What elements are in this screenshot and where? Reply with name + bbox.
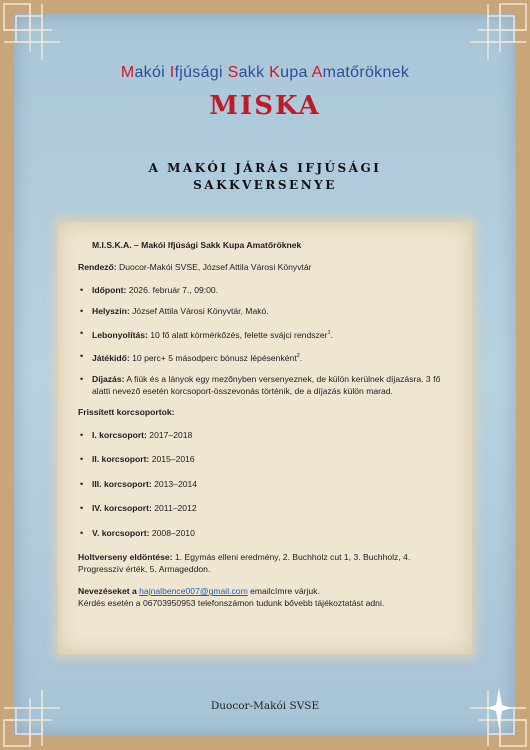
title-part-1: Makói [120,64,170,81]
contact-line: Kérdés esetén a 06703950953 telefonszámon tudunk bővebb tájékoztatást adni. [78,597,385,608]
list-item-time-control: • Játékidő: 10 perc+ 5 másodperc bónusz lépésenként$^2$. [80,350,303,363]
list-item-format: • Lebonyolítás: 10 fő alatt körmérkőzés, felette svájci rendszer$^1$. [80,327,333,340]
footer-organizer: Duocor-Makói SVSE [210,700,320,712]
list-item-prizes: • Díjazás: A fiúk és a lányok egy mezőnyben versenyeznek, de külön kerülnek díjazásra. 3 fő alatti nevező esetén korcsoport-összevonás történik, de a díjazás külön marad. [80,374,441,396]
bullet-icon: • [80,527,84,538]
bullet-icon: • [80,327,84,338]
list-item-date: • Időpont: 2026. február 7., 09:00. [80,284,219,295]
bullet-icon: • [80,374,84,385]
title-part-2: Ifjúsági [169,64,228,81]
bullet-icon: • [80,350,84,361]
corner-ornament-top-right [460,0,530,70]
age-group-2: • II. korcsoport: 2015–2016 [80,454,195,465]
main-title: MISKA [209,91,321,121]
age-groups-heading: Frissített korcsoportok: [78,407,175,418]
bullet-icon: • [80,454,84,465]
doc-heading: M.I.S.K.A. – Makói Ifjúsági Sakk Kupa Amatőröknek [92,240,302,250]
bullet-icon: • [80,284,84,295]
subtitle-line-2: SAKKVERSENYE [193,178,337,192]
age-group-1: • I. korcsoport: 2017–2018 [80,429,193,440]
corner-ornament-bottom-left [0,680,70,750]
info-content [78,240,458,609]
title-part-4: Kupa [269,64,312,81]
subtitle-line-1: A MAKÓI JÁRÁS IFJÚSÁGI [148,161,382,175]
organizer-line: Rendező: Duocor-Makói SVSE, József Attila Városi Könyvtár [78,262,312,272]
age-group-5: • V. korcsoport: 2008–2010 [80,527,195,538]
title-part-5: Amatőröknek [311,64,410,81]
email-link[interactable]: hajnalbence007@gmail.com [139,586,248,597]
age-group-3: • III. korcsoport: 2013–2014 [80,478,198,489]
bullet-icon: • [80,503,84,514]
age-group-4: • IV. korcsoport: 2011–2012 [80,503,197,514]
bullet-icon: • [80,306,84,316]
corner-ornament-top-left [0,0,70,70]
subtitle [0,160,530,194]
list-item-venue: • Helyszín: József Attila Városi Könyvtár, Makó. [80,306,269,316]
tiebreak-line: Holtverseny eldöntése: 1. Egymás elleni eredmény, 2. Buchholz cut 1, 3. Buchholz, 4. Progresszív érték, 5. Armageddon. [78,552,411,574]
poster-title [0,64,530,82]
title-part-3: Sakk [227,64,270,81]
entry-line: Nevezéseket a hajnalbence007@gmail.com emailcímre várjuk. [78,586,320,597]
bullet-icon: • [80,478,84,489]
bullet-icon: • [80,429,84,440]
